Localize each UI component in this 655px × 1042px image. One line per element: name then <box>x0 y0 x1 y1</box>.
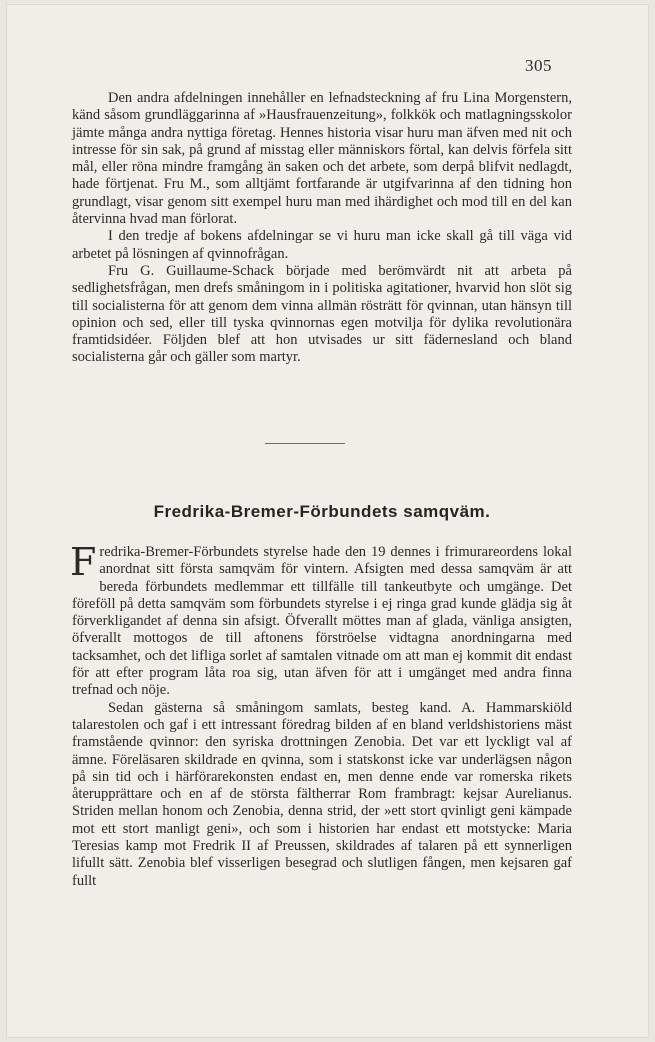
paragraph-with-drop-cap <box>70 540 572 700</box>
paragraph: I den tredje af bokens afdelningar se vi huru man icke skall gå till väga vid arbetet på lösningen af qvinnofrågan. <box>72 228 572 262</box>
paragraph: Sedan gästerna så småningom samlats, besteg kand. A. Hammarskiöld talarestolen och gaf i ett intressant föredrag bilden af en bland verldshistoriens mäst framstående qvinnor: den syriska drottningen Zenobia. Det var ett lyckligt val af ämne. Föreläsaren skildrade en qvinna, som i statskonst icke var underlägsen någon på sin tid och i härförarekonsten endast en, men denne ende var romerska rikets återupprättare och en af de största fältherrar Rom frambragt: kejsar Aurelianus. Striden mellan honom och Zenobia, denna strid, der »ett stort qvinligt geni kämpade mot ett stort manligt geni», och som i historien har endast ett motstycke: Maria Teresias kamp mot Fredrik II af Preussen, skildrades af talaren på ett synnerligen lifullt sätt. Zenobia blef visserligen besegrad och slutligen fången, men kejsaren gaf fullt <box>72 699 572 889</box>
article-body <box>70 540 572 890</box>
document-page <box>6 4 649 1038</box>
article-heading: Fredrika-Bremer-Förbundets samqväm. <box>153 502 491 521</box>
paragraph-text: redrika-Bremer-Förbundets styrelse hade den 19 dennes i frimurareordens lokal anordnat sitt första samqväm för vintern. Afsigten med dessa samqväm är att bereda förbundets medlemmar ett tillfälle till tankeutbyte och umgänge. Det föreföll på detta samqväm som förbundets styrelse i ej ringa grad kunde glädja sig åt förverkligandet af denna sin afsigt. Öfverallt möttes man af glada, vänliga ansigten, öfverallt mottogos de till aftonens förströelse vidtagna anordningarna med tacksamhet, och det lifliga sorlet af samtalen vitnade om att man ej kommit dit endast för att efter program låta roa sig, utan äfven för att i umgänget med andra finna trefnad och nöje. <box>72 544 572 699</box>
page-number: 305 <box>525 56 552 75</box>
paragraph: Fru G. Guillaume-Schack började med berömvärdt nit att arbeta på sedlighetsfrågan, men drefs småningom in i politiska agitationer, hvarvid hon slöt sig till socialisterna för att genom dem vinna allmän rösträtt för qvinnan, utan hänsyn till opinion och sed, eller till tyska qvinnornas egen motvilja för dylika revolutionära framtidsidéer. Följden blef att hon utvisades ur sitt fädernesland och bland socialisterna går och gäller som martyr. <box>72 262 572 366</box>
paragraph: Den andra afdelningen innehåller en lefnadsteckning af fru Lina Morgenstern, känd såsom grundläggarinna af »Hausfrauenzeitung», folkkök och matlagningsskolor jämte många andra nyttiga företag. Hennes historia visar huru man äfven med nit och intresse för sin sak, på grund af misstag eller människors förtal, kan delvis förfela sitt mål, eller röna mindre framgång än saken och det arbete, som derpå blifvit nedlagdt, hade förtjenat. Fru M., som alltjämt fortfarande är utgifvarinna af den tidning hon grundlagt, visar genom sitt exempel huru man med ihärdighet och mod till en del kan återvinna hvad man förlorat. <box>72 90 572 228</box>
section-divider <box>265 443 345 444</box>
drop-cap: F <box>70 540 97 584</box>
section-body-previous <box>72 90 572 367</box>
